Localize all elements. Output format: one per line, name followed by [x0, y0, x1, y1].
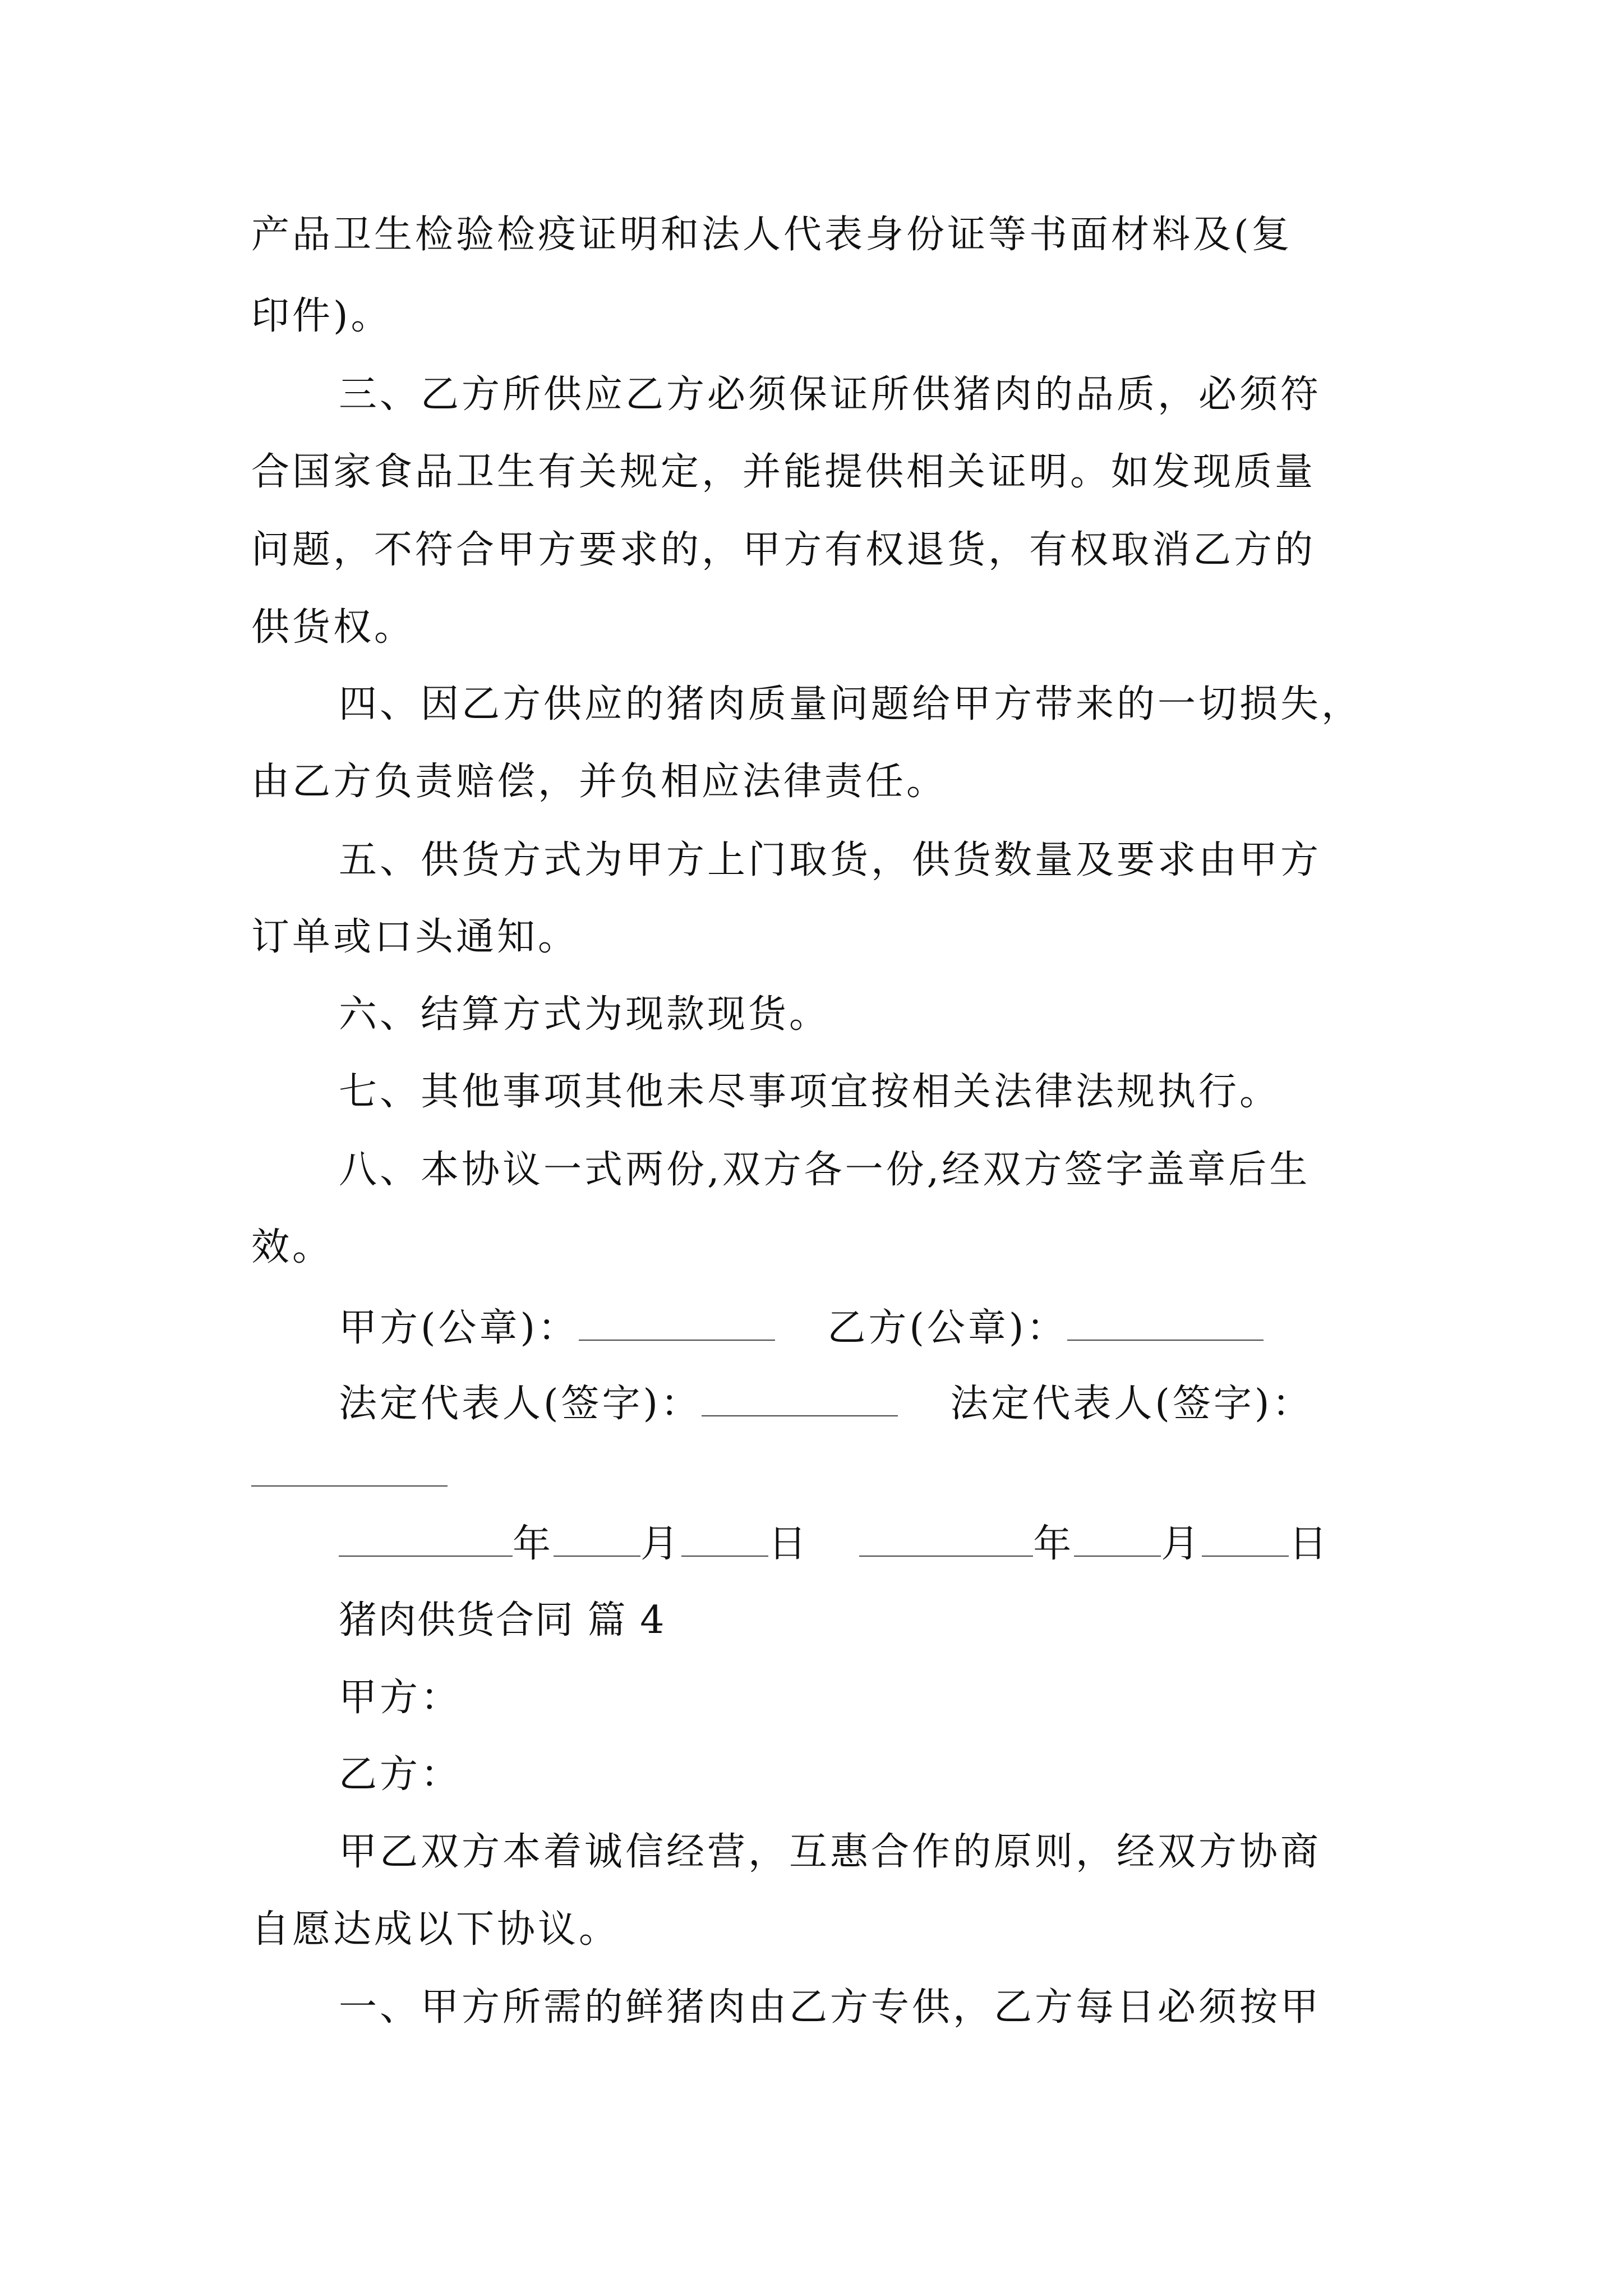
- clause-3-line: 供货权。: [251, 605, 416, 650]
- clause-6-line: 六、结算方式为现款现货。: [339, 992, 831, 1037]
- year-label: 年: [513, 1522, 554, 1566]
- legal-rep-a-label: 法定代表人(签字)：: [339, 1382, 702, 1426]
- day-label: 日: [1289, 1522, 1330, 1566]
- date-line: [339, 1522, 1330, 1566]
- clause-3-line: 合国家食品卫生有关规定，并能提供相关证明。如发现质量: [251, 450, 1316, 494]
- legal-rep-a-blank: [702, 1383, 898, 1416]
- intro-line: 甲乙双方本着诚信经营，互惠合作的原则，经双方协商: [339, 1830, 1322, 1874]
- month-label: 月: [1161, 1522, 1202, 1566]
- paragraph-line: 产品卫生检验检疫证明和法人代表身份证等书面材料及(复: [251, 213, 1293, 257]
- seal-line: [339, 1306, 1264, 1350]
- clause-3-line: 三、乙方所供应乙方必须保证所供猪肉的品质，必须符: [339, 372, 1322, 417]
- day-blank: [681, 1523, 768, 1557]
- clause-4-line: 四、因乙方供应的猪肉质量问题给甲方带来的一切损失，: [339, 682, 1363, 726]
- legal-rep-b-label: 法定代表人(签字)：: [950, 1382, 1313, 1426]
- year-blank: [859, 1523, 1033, 1557]
- party-b-seal-label: 乙方(公章)：: [827, 1306, 1068, 1350]
- party-b-seal-blank: [1067, 1307, 1264, 1341]
- party-a-seal-blank: [579, 1307, 775, 1341]
- intro-line: 自愿达成以下协议。: [251, 1907, 620, 1952]
- party-a-seal-label: 甲方(公章)：: [339, 1306, 579, 1350]
- clause-8-line: 效。: [251, 1225, 334, 1269]
- clause-5-line: 订单或口头通知。: [251, 915, 579, 959]
- legal-rep-line: [339, 1382, 1313, 1426]
- clause-7-line: 七、其他事项其他未尽事项宜按相关法律法规执行。: [339, 1070, 1281, 1114]
- day-blank: [1202, 1523, 1289, 1557]
- month-label: 月: [640, 1522, 682, 1566]
- clause-3-line: 问题，不符合甲方要求的，甲方有权退货，有权取消乙方的: [251, 528, 1316, 572]
- party-b-label: 乙方：: [339, 1752, 462, 1797]
- day-label: 日: [768, 1522, 810, 1566]
- month-blank: [554, 1523, 640, 1557]
- section-title: 猪肉供货合同 篇 4: [339, 1598, 666, 1642]
- year-blank: [339, 1523, 513, 1557]
- clause-4-line: 由乙方负责赔偿，并负相应法律责任。: [251, 760, 948, 804]
- year-label: 年: [1033, 1522, 1075, 1566]
- clause-8-line: 八、本协议一式两份,双方各一份,经双方签字盖章后生: [339, 1148, 1311, 1192]
- party-a-label: 甲方：: [339, 1676, 462, 1720]
- clause-1-line: 一、甲方所需的鲜猪肉由乙方专供，乙方每日必须按甲: [339, 1985, 1322, 2030]
- clause-5-line: 五、供货方式为甲方上门取货，供货数量及要求由甲方: [339, 838, 1322, 882]
- month-blank: [1074, 1523, 1161, 1557]
- legal-rep-b-blank: [251, 1485, 448, 1487]
- paragraph-line: 印件)。: [251, 294, 392, 338]
